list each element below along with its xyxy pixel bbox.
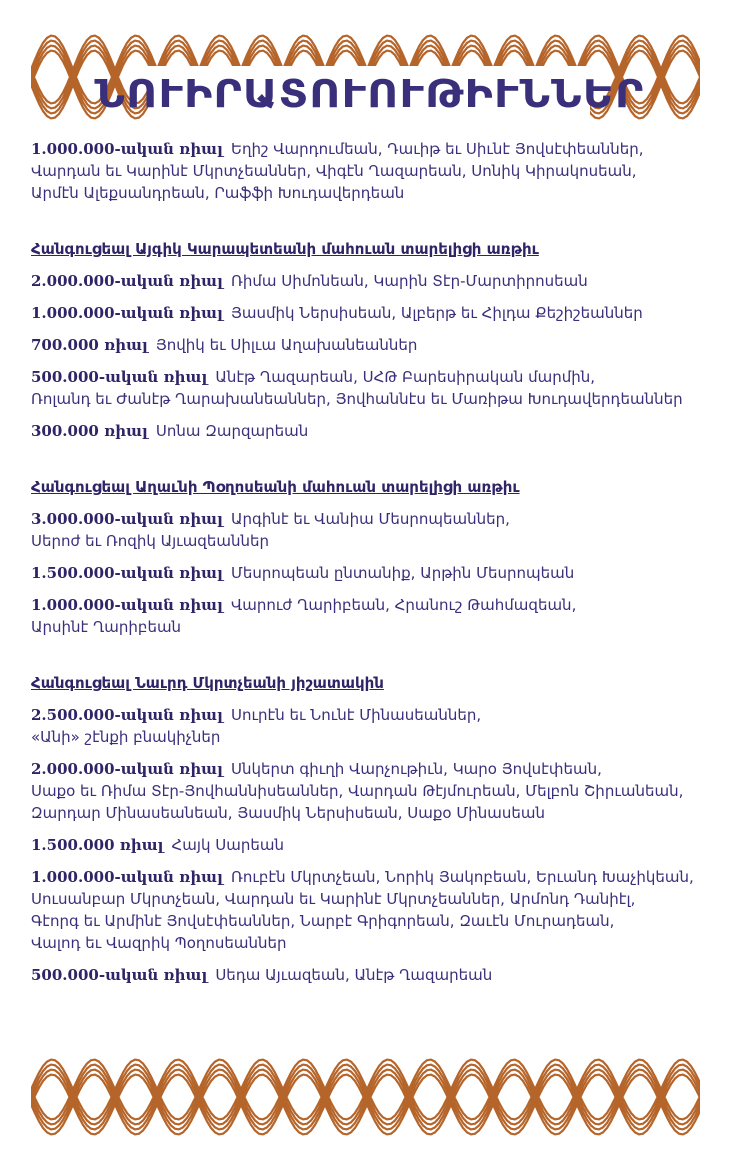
- donation-entry: [31, 758, 703, 824]
- donor-names: [231, 564, 574, 582]
- donation-amount: 1.000.000-ական ռիալ: [31, 304, 223, 322]
- donor-line: Սոնա Զարզարեան: [155, 422, 309, 440]
- donor-line: Ռուբէն Մկրտչեան, Նորիկ Յակոբեան, Երւանդ Խաչիկեան,: [230, 868, 694, 886]
- page-title-box: [94, 66, 644, 122]
- donor-names: [231, 304, 643, 322]
- donation-amount: 1.000.000-ական ռիալ: [31, 868, 223, 886]
- donor-names: [156, 336, 418, 354]
- donation-amount: 1.000.000-ական ռիալ: [31, 140, 223, 158]
- donation-entry: [31, 302, 703, 324]
- donor-line: Սնկերտ գիւղի Վարչութիւն, Կարօ Յովսէփեան,: [230, 760, 602, 778]
- donation-entry: [31, 334, 703, 356]
- donor-names: [231, 272, 588, 290]
- donor-line: Սերոժ եւ Ռոզիկ Այւազեաններ: [31, 532, 269, 550]
- donation-amount: 300.000 ռիալ: [31, 422, 148, 440]
- donation-amount: 500.000-ական ռիալ: [31, 368, 208, 386]
- donor-line: Սուսանբար Մկրտչեան, Վարդան եւ Կարինէ Մկրտչեաններ, Արմոնդ Դանիէլ,: [31, 890, 636, 908]
- donation-entry: [31, 562, 703, 584]
- donation-amount: 1.500.000 ռիալ: [31, 836, 164, 854]
- donor-line: Մեսրոպեան ընտանիք, Արթին Մեսրոպեան: [230, 564, 575, 582]
- donation-amount: 2.500.000-ական ռիալ: [31, 706, 223, 724]
- donor-line: Վալոդ եւ Վազրիկ Պօղոսեաններ: [31, 934, 287, 952]
- section-heading: Հանգուցեալ Այգիկ Կարապետեանի մահուան տարելիցի առթիւ: [31, 240, 539, 258]
- donation-entry: [31, 704, 703, 748]
- donor-line: Ռոլանդ եւ Ժանէթ Ղարախանեաններ, Յովհաննէս եւ Մառիթա Խուդավերդեաններ: [31, 390, 683, 408]
- donor-line: Յովիկ եւ Սիլւա Աղախանեաններ: [155, 336, 418, 354]
- donation-amount: 2.000.000-ական ռիալ: [31, 760, 223, 778]
- donor-line: Վարուժ Ղարիբեան, Հրանուշ Թահմազեան,: [230, 596, 577, 614]
- donation-entry: [31, 964, 703, 986]
- donor-names: [172, 836, 284, 854]
- donation-amount: 3.000.000-ական ռիալ: [31, 510, 223, 528]
- donation-amount: 1.500.000-ական ռիալ: [31, 564, 223, 582]
- donor-line: Անէթ Ղազարեան, ՍՀԹ Բարեսիրական մարմին,: [215, 368, 596, 386]
- intro-entry: [31, 138, 703, 204]
- donor-line: Գէորգ եւ Արմինէ Յովսէփեաններ, Նարբէ Գրիգորեան, Զաւէն Մուրադեան,: [31, 912, 615, 930]
- donor-names: [215, 966, 492, 984]
- donor-line: Սուրէն եւ Նունէ Մինասեաններ,: [230, 706, 482, 724]
- donation-amount: 700.000 ռիալ: [31, 336, 148, 354]
- donation-amount: 2.000.000-ական ռիալ: [31, 272, 223, 290]
- page-title: ՆՈՒԻՐԱՏՈՒՈՒԹԻՒՆՆԵՐ: [94, 72, 644, 116]
- donor-names: Եղիշ Վարդումեան, Դաւիթ եւ Սիւնէ Յովսէփեաններ, Վարդան եւ Կարինէ Մկրտչեաններ, Վիգէն Ղազարեան, Սոնիկ Կիրակոսեան, Արմէն Ալեքսանդրեան, Րաֆֆի Խուդավերդեան: [31, 140, 644, 202]
- donation-amount: 500.000-ական ռիալ: [31, 966, 208, 984]
- donation-entry: [31, 508, 703, 552]
- donor-line: Արսինէ Ղարիբեան: [31, 618, 182, 636]
- donation-entry: [31, 420, 703, 442]
- donations-content: [31, 138, 703, 996]
- donation-sections: [31, 238, 703, 986]
- donor-line: Արգինէ եւ Վանիա Մեսրոպեաններ,: [230, 510, 510, 528]
- armenian-knot-ornament-icon: [31, 1052, 700, 1142]
- donation-entry: [31, 270, 703, 292]
- donation-entry: [31, 834, 703, 856]
- donation-entry: [31, 594, 703, 638]
- donor-line: Ռիմա Սիմոնեան, Կարին Տէր-Մարտիրոսեան: [230, 272, 588, 290]
- ornament-band-bottom: [31, 1052, 700, 1142]
- donation-entry: [31, 366, 703, 410]
- donation-amount: 1.000.000-ական ռիալ: [31, 596, 223, 614]
- donor-line: Սեդա Այւազեան, Անէթ Ղազարեան: [215, 966, 493, 984]
- donor-line: Սաքօ եւ Ռիմա Տէր-Յովհաննիսեաններ, Վարդան Թէյմուրեան, Մելբոն Շիրւանեան,: [31, 782, 684, 800]
- donor-line: Յասմիկ Ներսիսեան, Ալբերթ եւ Հիլդա Քեշիշեաններ: [230, 304, 643, 322]
- donor-line: «Անի» շէնքի բնակիչներ: [31, 728, 221, 746]
- donor-line: Զարդար Մինասեանեան, Յասմիկ Ներսիսեան, Սաքօ Մինասեան: [31, 804, 545, 822]
- section-heading: Հանգուցեալ Աղաւնի Պօղոսեանի մահուան տարելիցի առթիւ: [31, 478, 520, 496]
- donation-entry: [31, 866, 703, 954]
- donor-line: Հայկ Սարեան: [171, 836, 284, 854]
- donor-names: [156, 422, 308, 440]
- section-heading: Հանգուցեալ Նաւրդ Մկրտչեանի յիշատակին: [31, 674, 384, 692]
